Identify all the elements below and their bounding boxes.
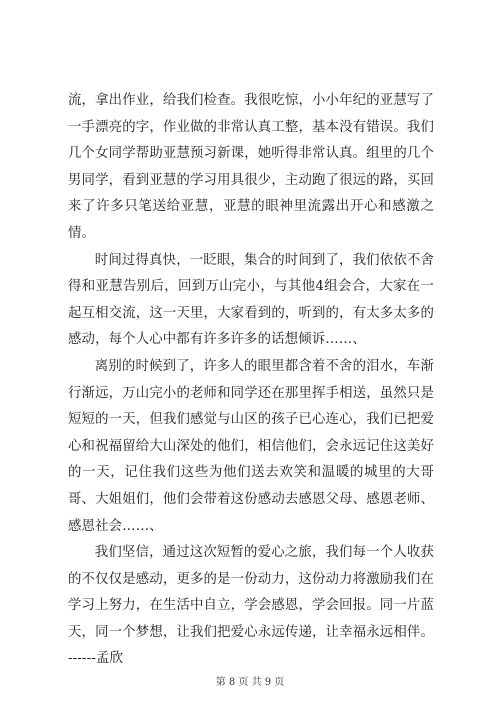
paragraph-3: 离别的时候到了，许多人的眼里都含着不舍的泪水，车渐行渐远，万山完小的老师和同学还在那里挥手相送，虽然只是短短的一天，但我们感觉与山区的孩子已心连心，我们已把爱心和祝福留给大山深处的他们，相信他们，会永远记住这美好的一天，记住我们这些为他们送去欢笑和温暖的城里的大哥哥、大姐姐们，他们会带着这份感动去感恩父母、感恩老师、感恩社会……、 bbox=[68, 358, 434, 534]
paragraph-2: 时间过得真快，一眨眼，集合的时间到了，我们依依不舍得和亚慧告别后，回到万山完小，与其他4组会合，大家在一起互相交流，这一天里，大家看到的，听到的，有太多太多的感动，每个人心中都有许多许多的话想倾诉……、 bbox=[68, 252, 434, 348]
page-number-footer: 第 8 页 共 9 页 bbox=[215, 677, 285, 688]
document-body bbox=[68, 88, 434, 673]
paragraph-1: 流，拿出作业，给我们检查。我很吃惊，小小年纪的亚慧写了一手漂亮的字，作业做的非常认真工整，基本没有错误。我们几个女同学帮助亚慧预习新课，她听得非常认真。组里的几个男同学，看到亚慧的学习用具很少，主动跑了很远的路，买回来了许多只笔送给亚慧，亚慧的眼神里流露出开心和感激之情。 bbox=[68, 93, 434, 241]
paragraph-4: 我们坚信，通过这次短暂的爱心之旅，我们每一个人收获的不仅仅是感动，更多的是一份动力，这份动力将激励我们在学习上努力，在生活中自立，学会感恩，学会回报。同一片蓝天，同一个梦想，让我们把爱心永远传递，让幸福永远相伴。------孟欣 bbox=[68, 545, 434, 667]
